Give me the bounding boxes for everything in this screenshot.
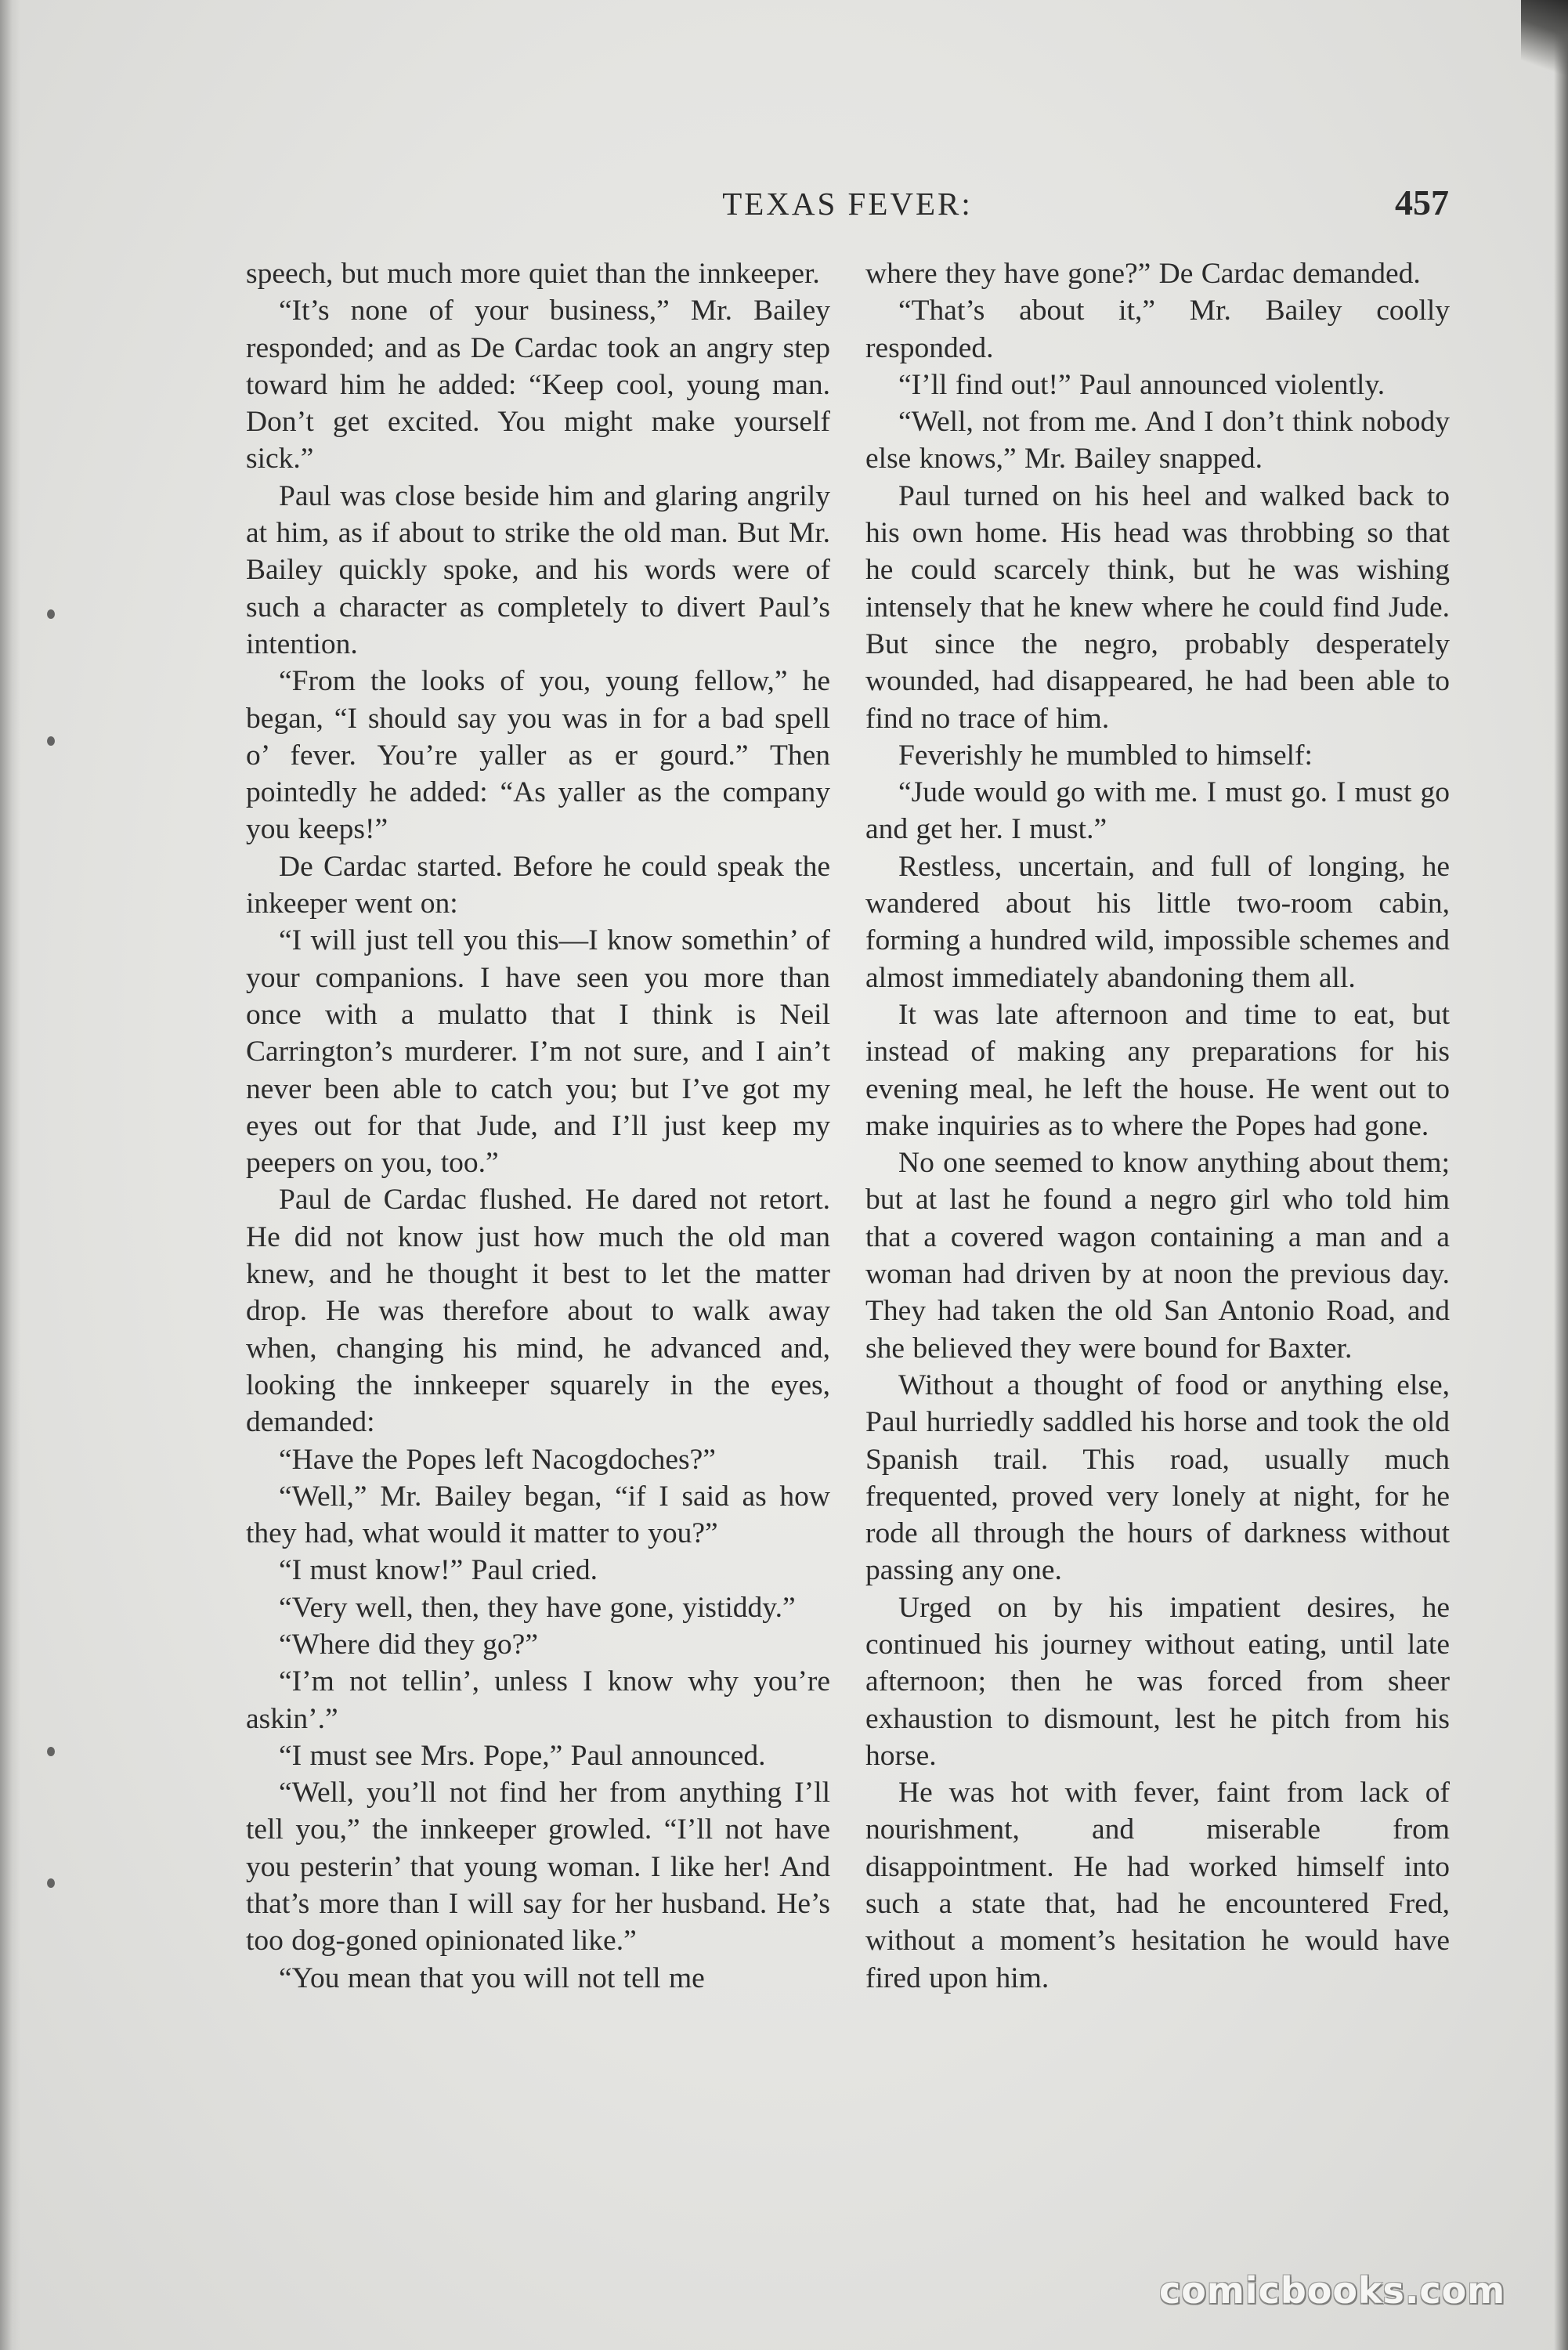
page-number: 457 xyxy=(1395,183,1449,222)
paragraph: Paul de Cardac flushed. He dared not retort. He did not know just how much the old man knew, and he thought it best to let the matter drop. He was therefore about to walk away when, changing his mind, he advanced and, looking the innkeeper squarely in the eyes, demanded: xyxy=(246,1184,830,1439)
paragraph: It was late afternoon and time to eat, but instead of making any preparations for his evening meal, he left the house. He went out to make inquiries as to where the Popes had gone. xyxy=(865,998,1450,1142)
paragraph: “It’s none of your business,” Mr. Bailey responded; and as De Cardac took an angry step toward him he added: “Keep cool, young man. Don’t get excited. You might make yourself sick.” xyxy=(246,295,830,475)
page-right-edge-shadow xyxy=(1554,0,1568,2350)
paragraph: speech, but much more quiet than the innkeeper. xyxy=(246,258,820,290)
paragraph: where they have gone?” De Cardac demanded. xyxy=(865,258,1421,290)
binding-hole xyxy=(47,1747,55,1756)
paragraph: “Very well, then, they have gone, yistiddy.” xyxy=(279,1591,796,1624)
binding-hole xyxy=(47,1878,55,1888)
paragraph: Urged on by his impatient desires, he continued his journey without eating, until late afternoon; then he was forced from sheer exhaustion to dismount, lest he pitch from his horse. xyxy=(865,1591,1450,1772)
paragraph: “I’m not tellin’, unless I know why you’re askin’.” xyxy=(246,1665,830,1735)
paragraph: “Where did they go?” xyxy=(279,1628,538,1661)
right-column xyxy=(865,255,1450,1997)
torn-corner xyxy=(1521,0,1568,86)
paragraph: “I must know!” Paul cried. xyxy=(279,1554,598,1587)
paragraph: “I must see Mrs. Pope,” Paul announced. xyxy=(279,1739,766,1772)
paragraph: “From the looks of you, young fellow,” he began, “I should say you was in for a bad spell o’ fever. You’re yaller as er gourd.” Then pointedly he added: “As yaller as the company you keeps!” xyxy=(246,665,830,846)
paragraph: No one seemed to know anything about them; but at last he found a negro girl who told him that a covered wagon containing a man and a woman had driven by at noon the previous day. They had taken the old San Antonio Road, and she believed they were bound for Baxter. xyxy=(865,1147,1450,1365)
paragraph: “That’s about it,” Mr. Bailey coolly responded. xyxy=(865,295,1450,364)
paragraph: “Have the Popes left Nacogdoches?” xyxy=(279,1443,716,1476)
left-column xyxy=(246,255,830,1997)
binding-hole xyxy=(47,736,55,746)
paragraph: “Well, you’ll not find her from anything I’ll tell you,” the innkeeper growled. “I’ll not have you pesterin’ that young woman. I like her! And that’s more than I will say for her husband. He’s too dog-goned opinionated like.” xyxy=(246,1777,830,1958)
page-left-edge-shadow xyxy=(0,0,20,2350)
site-watermark: comicbooks.com xyxy=(1159,2269,1506,2312)
paragraph: Paul turned on his heel and walked back to his own home. His head was throbbing so that he could scarcely think, but he was wishing intensely that he knew where he could find Jude. But since the negro, probably desperately wounded, had disappeared, he had been able to find no trace of him. xyxy=(865,479,1450,735)
page-header xyxy=(246,185,1449,232)
paragraph: Feverishly he mumbled to himself: xyxy=(898,739,1313,772)
paragraph: Without a thought of food or anything else, Paul hurriedly saddled his horse and took the old Spanish trail. This road, usually much frequented, proved very lonely at night, for he rode all through the hours of darkness without passing any one. xyxy=(865,1368,1450,1587)
paragraph: “Well,” Mr. Bailey began, “if I said as how they had, what would it matter to you?” xyxy=(246,1480,830,1550)
paragraph: De Cardac started. Before he could speak the inkeeper went on: xyxy=(246,850,830,920)
paragraph: He was hot with fever, faint from lack of nourishment, and miserable from disappointment. He had worked himself into such a state that, had he encountered Fred, without a moment’s hesitation he would have fired upon him. xyxy=(865,1777,1450,1994)
running-head: TEXAS FEVER: xyxy=(722,186,973,222)
paragraph: “Jude would go with me. I must go. I must go and get her. I must.” xyxy=(865,776,1450,846)
paragraph: Paul was close beside him and glaring angrily at him, as if about to strike the old man. But Mr. Bailey quickly spoke, and his words were of such a character as completely to divert Paul’s intention. xyxy=(246,479,830,660)
paragraph: “I will just tell you this—I know somethin’ of your companions. I have seen you more than once with a mulatto that I think is Neil Carrington’s murderer. I’m not sure, and I ain’t never been able to catch you; but I’ve got my eyes out for that Jude, and I’ll just keep my peepers on you, too.” xyxy=(246,924,830,1180)
paragraph: “Well, not from me. And I don’t think nobody else knows,” Mr. Bailey snapped. xyxy=(865,406,1450,475)
paragraph: “I’ll find out!” Paul announced violently. xyxy=(898,368,1386,401)
paragraph: Restless, uncertain, and full of longing, he wandered about his little two-room cabin, forming a hundred wild, impossible schemes and almost immediately abandoning them all. xyxy=(865,850,1450,994)
binding-hole xyxy=(47,609,55,619)
paragraph: “You mean that you will not tell me xyxy=(279,1961,705,1994)
